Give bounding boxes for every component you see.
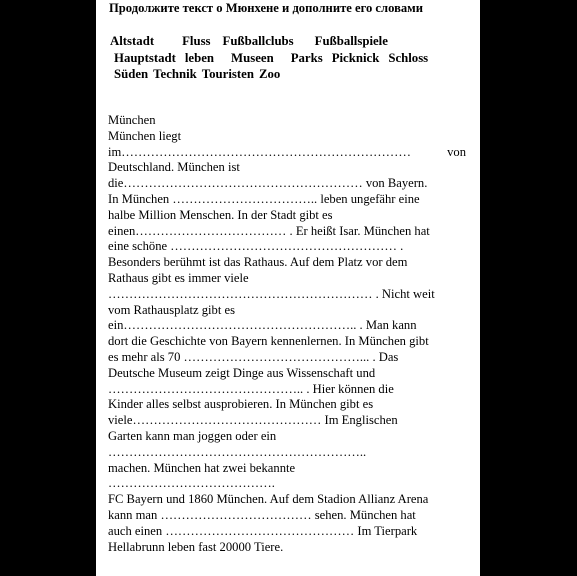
text-line	[108, 540, 466, 556]
text-line-content: ein……………………………………………….. . Man kann	[108, 318, 417, 333]
text-line	[108, 192, 466, 208]
text-line-content: es mehr als 70 ……………………………………... . Das	[108, 349, 399, 364]
text-line-content: ……………………………………………………… . Nicht weit	[108, 286, 435, 301]
text-line	[108, 445, 466, 461]
text-line	[108, 239, 466, 255]
word-bank-word: Süden	[114, 67, 149, 81]
text-line	[108, 145, 466, 161]
text-line-content: Kinder alles selbst ausprobieren. In München gibt es	[108, 397, 374, 412]
word-bank-word: leben	[184, 50, 215, 65]
text-line-content: kann man ……………………………… sehen. München hat	[108, 507, 416, 522]
word-bank-word: Schloss	[388, 50, 429, 65]
text-line	[108, 224, 466, 240]
text-line	[108, 255, 466, 271]
text-line-content: Hellabrunn leben fast 20000 Tiere.	[108, 539, 284, 554]
worksheet-page	[96, 0, 480, 576]
text-line	[108, 160, 466, 176]
text-line	[108, 271, 466, 287]
text-line	[108, 508, 466, 524]
text-line-content: München	[108, 113, 156, 127]
text-line-content: Besonders berühmt ist das Rathaus. Auf dem Platz vor dem	[108, 255, 408, 270]
text-line	[108, 303, 466, 319]
text-line	[108, 397, 466, 413]
text-line-content: ……………………………………………………..	[108, 444, 367, 459]
text-line	[108, 287, 466, 303]
text-line-content: ……………………………………….. . Hier können die	[108, 381, 394, 396]
word-bank-word: Zoo	[258, 67, 281, 81]
word-bank-word: Technik	[153, 67, 197, 81]
word-bank-word: Hauptstadt	[114, 50, 176, 65]
text-line	[108, 382, 466, 398]
word-bank-word: Parks	[290, 50, 323, 65]
word-bank-word: Fußballclubs	[222, 34, 294, 48]
text-line-content: München liegt	[108, 128, 182, 143]
text-line-content: dort die Geschichte von Bayern kennenlernen. In München gibt	[108, 334, 429, 349]
text-line-content: Garten kann man joggen oder ein	[108, 428, 277, 443]
text-line-content: im……………………………………………………………	[108, 144, 411, 159]
text-line-content: Deutsche Museum zeigt Dinge aus Wissenschaft und	[108, 365, 376, 380]
text-line-content: halbe Million Menschen. In der Stadt gibt es	[108, 207, 333, 222]
text-line-content: Rathaus gibt es immer viele	[108, 270, 249, 285]
text-line	[108, 366, 466, 382]
text-line-content: ………………………………….	[108, 476, 275, 491]
text-line-content: viele……………………………………… Im Englischen	[108, 413, 398, 428]
word-bank-word: Fluss	[182, 34, 211, 48]
text-line	[108, 524, 466, 540]
task-instruction: Продолжите текст о Мюнхене и дополните его словами	[109, 1, 424, 15]
word-bank-row	[110, 33, 437, 50]
text-line-content: eine schöne ……………………………………………… .	[108, 239, 404, 254]
text-line	[108, 350, 466, 366]
text-line	[108, 208, 466, 224]
word-bank	[110, 33, 437, 83]
text-line	[108, 129, 466, 145]
text-line	[108, 476, 466, 492]
text-line-content: machen. München hat zwei bekannte	[108, 460, 296, 475]
word-bank-word: Altstadt	[110, 34, 155, 48]
word-bank-row	[110, 66, 437, 83]
text-line	[108, 429, 466, 445]
word-bank-word: Picknick	[331, 50, 380, 65]
text-line	[108, 176, 466, 192]
text-line-end: von	[447, 144, 466, 159]
text-line	[108, 113, 466, 129]
text-line-content: vom Rathausplatz gibt es	[108, 302, 235, 317]
word-bank-row	[110, 50, 437, 67]
text-line-content: FC Bayern und 1860 München. Auf dem Stadion Allianz Arena	[108, 492, 429, 507]
word-bank-word: Fußballspiele	[314, 34, 388, 48]
text-line	[108, 413, 466, 429]
text-line	[108, 334, 466, 350]
text-line	[108, 318, 466, 334]
text-line-content: auch einen ……………………………………… Im Tierpark	[108, 523, 418, 538]
word-bank-word: Museen	[231, 50, 274, 65]
text-line-content: In München …………………………….. leben ungefähr eine	[108, 191, 420, 206]
word-bank-word: Touristen	[201, 67, 254, 81]
text-line-content: einen……………………………… . Er heißt Isar. München hat	[108, 223, 430, 238]
text-line	[108, 461, 466, 477]
text-line	[108, 492, 466, 508]
text-line-content: Deutschland. München ist	[108, 160, 240, 175]
text-line-content: die………………………………………………… von Bayern.	[108, 176, 428, 191]
fill-in-text	[108, 113, 466, 555]
